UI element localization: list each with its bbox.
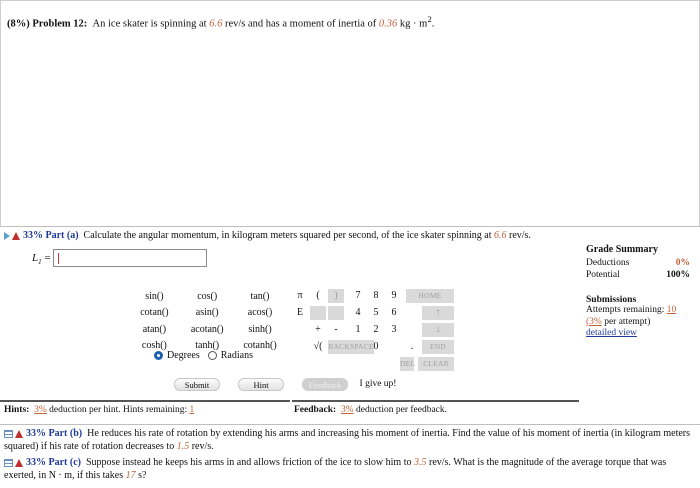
key-blank-1[interactable] (310, 306, 326, 320)
angle-mode-selector (154, 350, 253, 361)
feedback-button[interactable]: Feedback (302, 378, 348, 391)
part-b-percent: 33% (26, 428, 46, 439)
play-icon (4, 232, 10, 240)
key-7[interactable]: 7 (355, 290, 361, 301)
list-icon (4, 459, 13, 467)
part-c-label: Part (c) (48, 457, 81, 468)
feedback-text: deduction per feedback. (353, 405, 448, 415)
key-sqrt[interactable]: √( (313, 341, 323, 352)
key-tan[interactable]: tan() (250, 290, 270, 302)
give-up-button[interactable]: I give up! (359, 379, 397, 389)
key-9[interactable]: 9 (391, 290, 397, 301)
key-rparen[interactable]: ) (328, 289, 344, 303)
key-1[interactable]: 1 (355, 324, 361, 335)
part-c-percent: 33% (26, 457, 46, 468)
hints-percent: 3% (34, 405, 47, 415)
key-lparen[interactable]: ( (316, 290, 320, 301)
action-buttons (0, 378, 700, 392)
key-minus[interactable]: - (334, 324, 338, 335)
key-sinh[interactable]: sinh() (248, 323, 272, 335)
other-parts (0, 424, 700, 484)
part-b-question-end: rev/s. (189, 440, 214, 452)
radians-label: Radians (220, 350, 253, 361)
part-a-question-end: rev/s. (506, 230, 531, 241)
key-blank-2[interactable] (328, 306, 344, 320)
submit-button[interactable]: Submit (174, 378, 220, 391)
key-end[interactable]: END (422, 340, 454, 354)
key-dot[interactable]: . (410, 341, 414, 352)
text-caret (58, 253, 59, 264)
key-asin[interactable]: asin() (195, 307, 219, 319)
submissions-title: Submissions (586, 295, 637, 305)
part-c-question-end: s? (135, 469, 147, 481)
hints-bar (0, 400, 290, 420)
var-equals: = (41, 252, 51, 264)
key-clear[interactable]: CLEAR (418, 357, 454, 371)
part-a-percent: 33% (23, 230, 43, 241)
part-c-question: Suppose instead he keeps his arms in and allows friction of the ice to slow him to (85, 457, 414, 468)
part-c-rate: 3.5 (413, 457, 427, 468)
key-2[interactable]: 2 (373, 324, 379, 335)
degrees-label: Degrees (167, 350, 200, 361)
problem-text-1: An ice skater is spinning at (92, 18, 210, 30)
key-plus[interactable]: + (315, 324, 321, 335)
part-c-question-mid: rev/s. What is the magnitude of the average torque that was exerted, in N · m, if this takes (4, 457, 667, 481)
key-acos[interactable]: acos() (247, 307, 273, 319)
warning-icon (12, 232, 20, 240)
problem-panel (0, 0, 700, 226)
problem-text-end: . (431, 18, 435, 30)
part-c-row[interactable] (0, 455, 700, 484)
hints-text: deduction per hint. Hints remaining: (46, 405, 190, 415)
potential-value: 100% (666, 270, 690, 280)
var-letter: L (32, 252, 39, 264)
key-4[interactable]: 4 (355, 307, 361, 318)
problem-number: (8%) Problem 12: (7, 18, 88, 30)
part-a-header[interactable] (0, 226, 700, 246)
warning-icon (15, 430, 23, 438)
key-home[interactable]: HOME (406, 289, 454, 303)
feedback-label: Feedback: (294, 405, 337, 415)
key-0[interactable]: 0 (373, 341, 379, 352)
grade-summary (586, 244, 690, 340)
problem-statement (7, 14, 434, 30)
key-cotanh[interactable]: cotanh() (243, 340, 277, 352)
attempts-remaining: 10 (666, 305, 677, 315)
part-a-label: Part (a) (45, 230, 79, 241)
part-b-row[interactable] (0, 425, 700, 455)
var-subscript: 1 (38, 258, 42, 267)
key-atan[interactable]: atan() (142, 323, 167, 335)
part-a-omega: 6.6 (493, 230, 507, 241)
per-attempt-text: per attempt) (601, 316, 651, 327)
key-backspace[interactable]: BACKSPACE (328, 340, 374, 354)
key-tanh[interactable]: tanh() (195, 340, 220, 352)
key-cotan[interactable]: cotan() (140, 307, 169, 319)
degrees-radio[interactable] (154, 351, 163, 360)
hints-remaining: 1 (189, 405, 195, 415)
problem-unit: kg · m (397, 18, 428, 30)
per-attempt-percent: (3% (586, 316, 602, 327)
unit-exponent: 2 (427, 14, 432, 24)
feedback-percent: 3% (340, 405, 354, 415)
answer-input[interactable] (53, 249, 207, 267)
part-b-label: Part (b) (48, 428, 83, 439)
key-e[interactable]: E (296, 307, 304, 318)
key-3[interactable]: 3 (391, 324, 397, 335)
angular-speed-value: 6.6 (209, 18, 223, 30)
attempts-label: Attempts remaining: (586, 305, 667, 315)
deductions-value: 0% (675, 258, 690, 268)
feedback-bar (292, 400, 579, 420)
part-b-question: He reduces his rate of rotation by extending his arms and increasing his moment of inertia. Find the value of his moment of inertia (in kilogram meters squared) if his rate of rotation decreases to (4, 428, 691, 452)
detailed-view-link[interactable]: detailed view (586, 328, 637, 338)
key-sin[interactable]: sin() (145, 290, 164, 302)
hints-label: Hints: (4, 405, 30, 415)
key-del[interactable]: DEL (400, 357, 414, 371)
grade-summary-title: Grade Summary (586, 244, 658, 255)
key-cos[interactable]: cos() (197, 290, 218, 302)
function-keypad (128, 288, 288, 354)
part-c-time: 17 (125, 469, 136, 481)
key-down[interactable]: ↓ (422, 323, 454, 337)
problem-text-2: rev/s and has a moment of inertia of (222, 18, 379, 30)
inertia-value: 0.36 (378, 18, 398, 30)
key-pi[interactable]: π (297, 290, 303, 301)
deductions-label: Deductions (586, 258, 630, 268)
key-acotan[interactable]: acotan() (190, 323, 224, 335)
potential-label: Potential (586, 270, 620, 280)
part-a-question: Calculate the angular momentum, in kilogram meters squared per second, of the ice skater spinning at (83, 230, 494, 241)
key-5[interactable]: 5 (373, 307, 379, 318)
answer-variable (32, 252, 51, 266)
warning-icon (15, 459, 23, 467)
list-icon (4, 430, 13, 438)
key-cosh[interactable]: cosh() (141, 340, 167, 352)
part-b-rate: 1.5 (176, 440, 190, 452)
key-6[interactable]: 6 (391, 307, 397, 318)
key-8[interactable]: 8 (373, 290, 379, 301)
hint-button[interactable]: Hint (238, 378, 284, 391)
key-up[interactable]: ↑ (422, 306, 454, 320)
radians-radio[interactable] (208, 351, 217, 360)
